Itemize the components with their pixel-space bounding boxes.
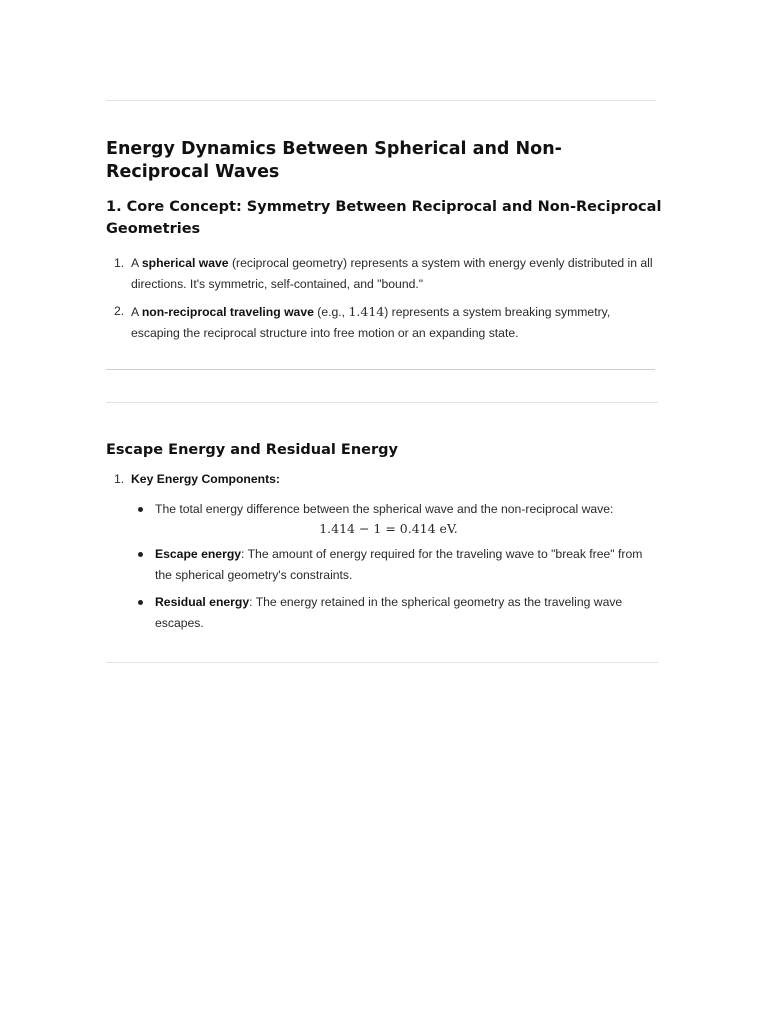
bullet-item [106,544,662,586]
section-escape-energy [106,439,662,634]
energy-list [106,469,662,490]
item-text-post: (reciprocal geometry) represents a system with energy evenly distributed in all directions. It's symmetric, self-contained, and "bound." [131,256,653,291]
bottom-divider [106,662,658,663]
section-divider [106,369,655,370]
term-escape-energy: Escape energy [155,547,242,561]
section-subtitle: 1. Core Concept: Symmetry Between Reciprocal and Non-Reciprocal Geometries [106,199,662,237]
list-item [106,253,662,295]
section-core-concept [106,138,662,344]
page-title: Energy Dynamics Between Spherical and Non-Reciprocal Waves [106,139,562,182]
bullet-icon [138,552,143,557]
energy-equation: 1.414 − 1 = 0.414 eV. [319,521,458,536]
item-text-mid: (e.g., [313,305,349,319]
bullet-item [106,592,662,634]
term-residual-energy: Residual energy [155,595,250,609]
term-spherical-wave: spherical wave [141,256,229,270]
section-title: Escape Energy and Residual Energy [106,442,398,458]
top-divider [106,100,656,101]
bullet-text: : The amount of energy required for the traveling wave to "break free" from the spherical geometry's constraints. [155,547,643,582]
term-non-reciprocal-wave: non-reciprocal traveling wave [141,305,314,319]
energy-bullets [106,499,662,634]
bullet-icon [138,507,143,512]
math-value: 1.414 [348,304,385,319]
list-item [106,469,662,490]
concept-list [106,253,662,344]
bullet-text: : The energy retained in the spherical geometry as the traveling wave escapes. [155,595,623,630]
list-item [106,301,662,344]
list-number: 2. [114,304,125,318]
item-text-pre: A [131,256,142,270]
section-divider [106,402,658,403]
list-item-title: Key Energy Components: [131,472,280,486]
item-text-post: ) represents a system breaking symmetry, escaping the reciprocal structure into free motion or an expanding state. [131,305,611,340]
bullet-icon [138,600,143,605]
bullet-text: The total energy difference between the spherical wave and the non-reciprocal wave: [155,502,614,516]
list-number: 1. [114,256,125,270]
item-text-pre: A [131,305,142,319]
bullet-item [106,499,662,538]
list-number: 1. [114,472,125,486]
